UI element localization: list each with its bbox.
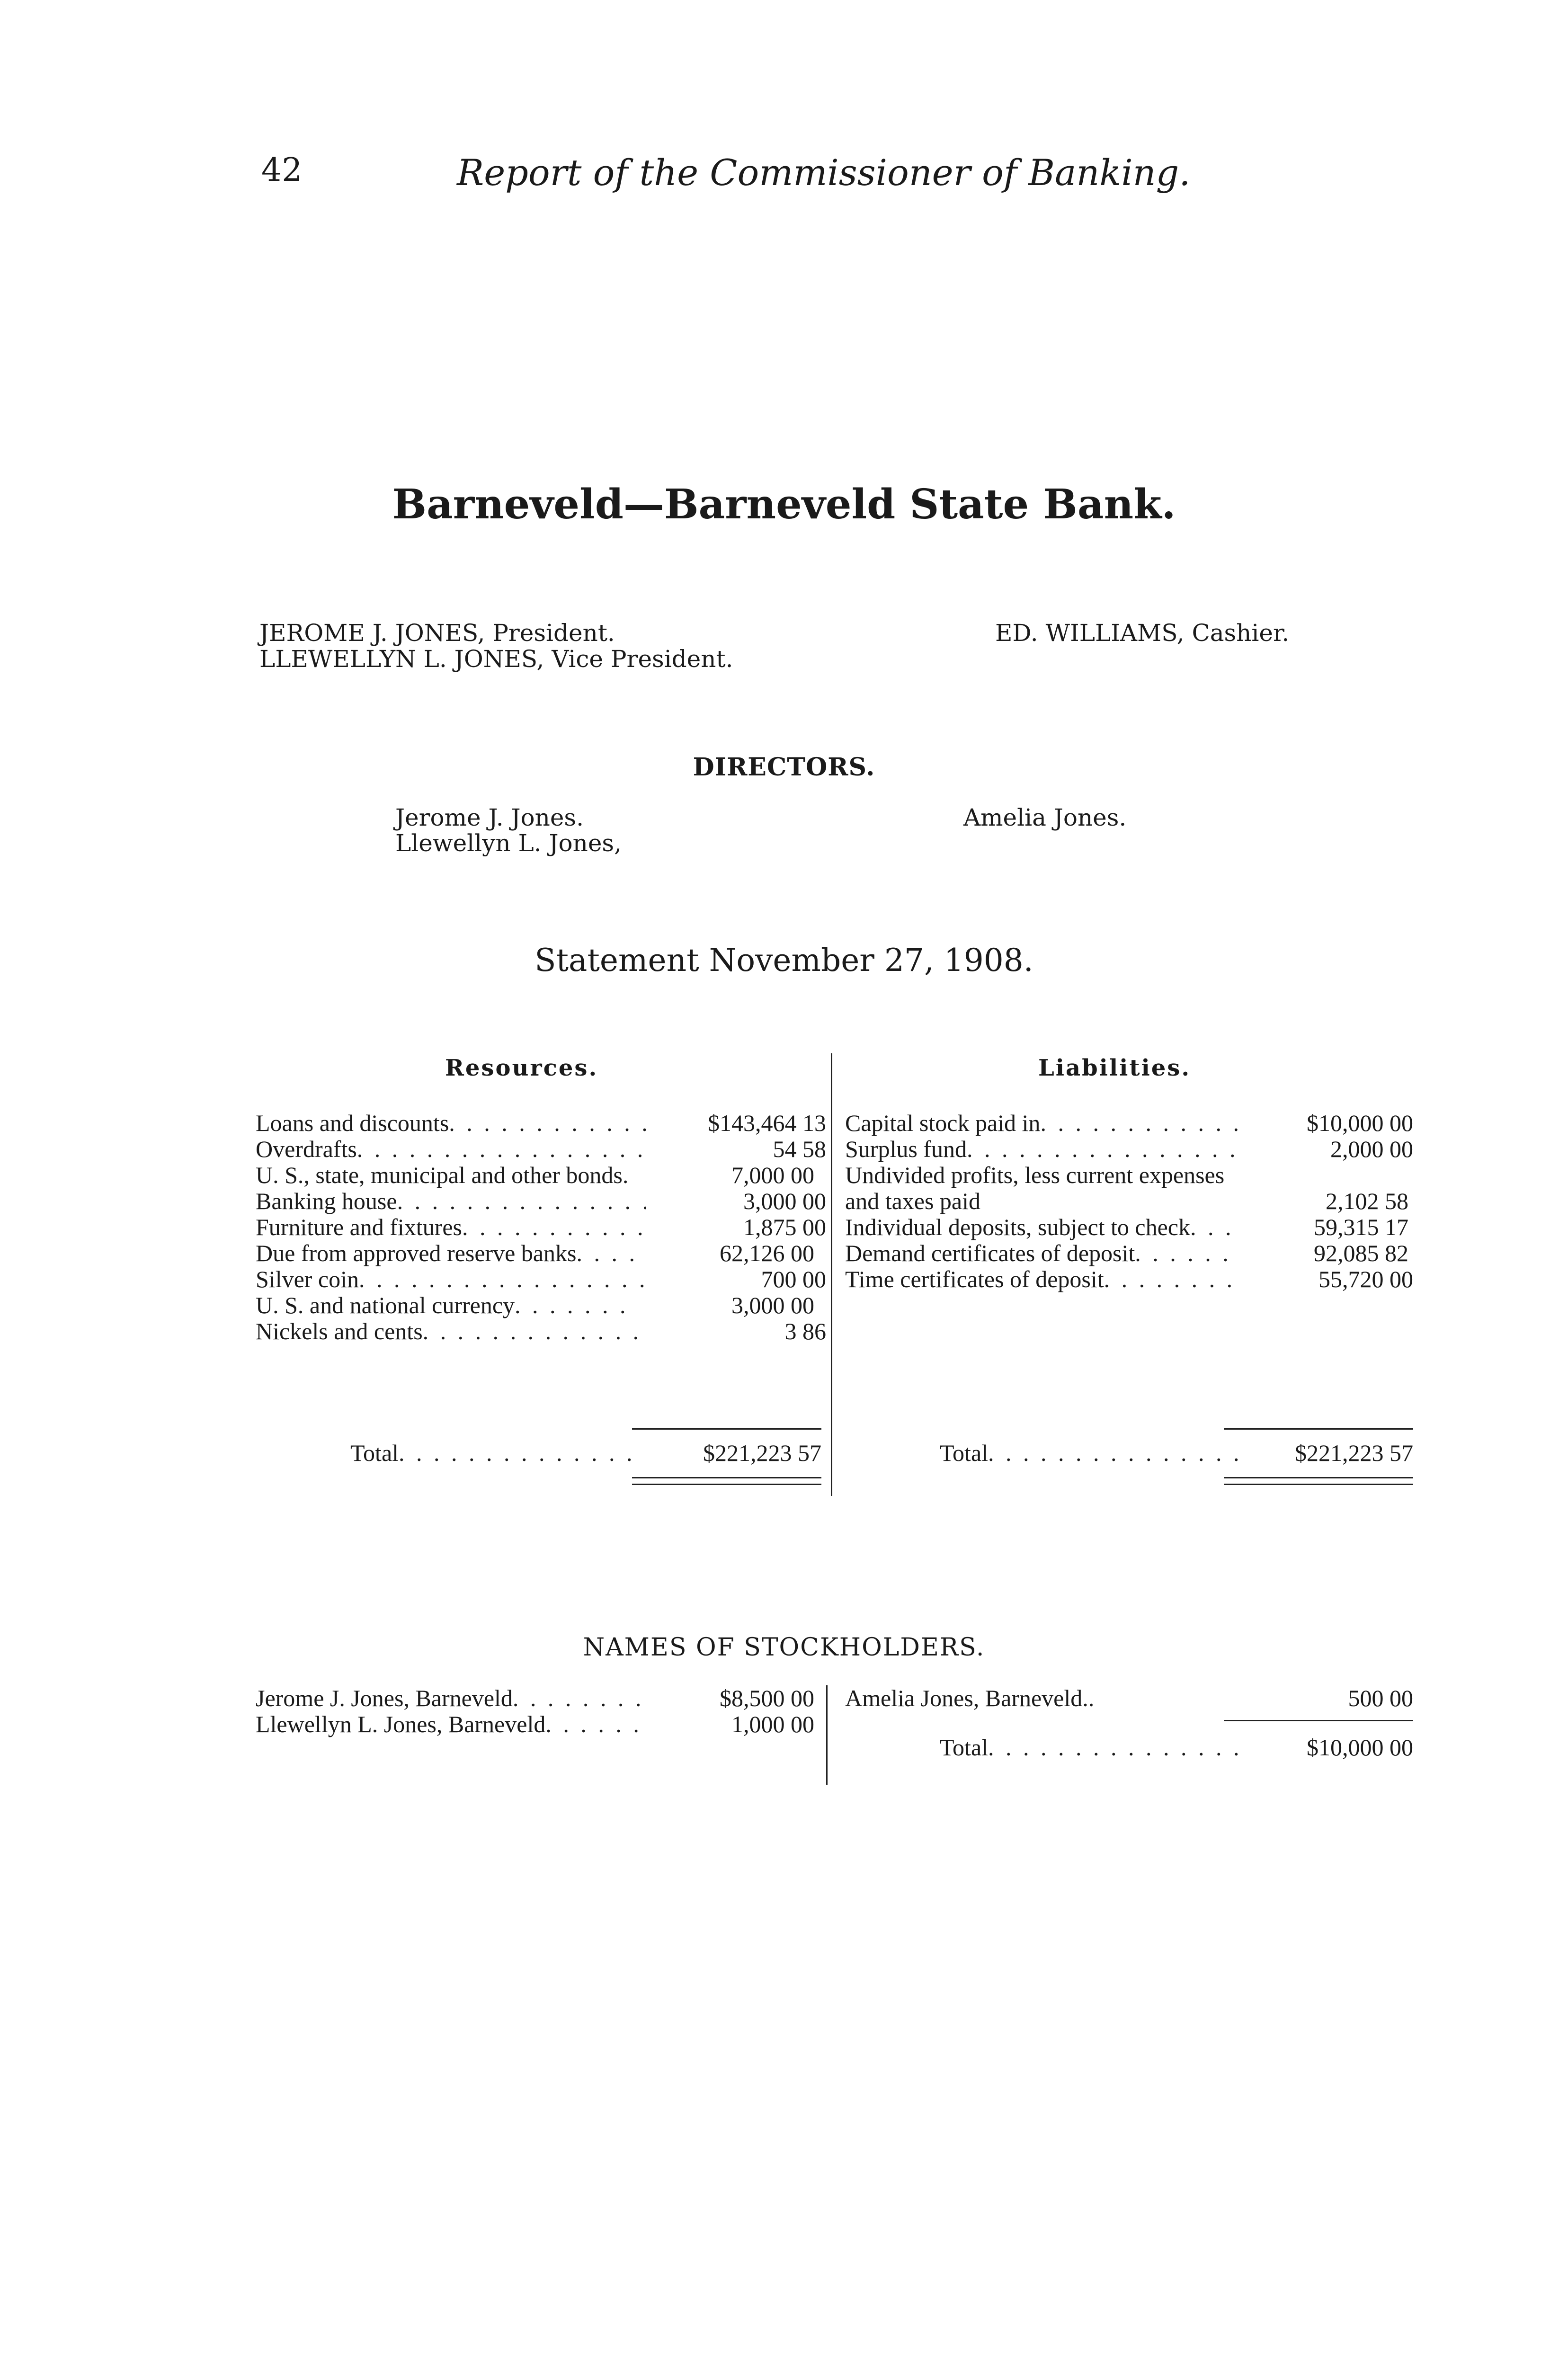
president-line: JEROME J. JONES, President. — [259, 619, 615, 647]
liability-amount: 59,315 17 — [1314, 1214, 1408, 1240]
liability-row — [845, 1162, 1413, 1214]
liability-amount: 2,000 00 — [1330, 1136, 1413, 1162]
liability-label: Individual deposits, subject to check — [845, 1214, 1191, 1240]
stockholders-total-rule — [1224, 1720, 1413, 1721]
directors-heading: DIRECTORS. — [693, 753, 875, 782]
resource-label: U. S., state, municipal and other bonds — [256, 1162, 623, 1188]
resource-label: Loans and discounts — [256, 1110, 449, 1136]
resource-amount: 3 86 — [784, 1318, 826, 1344]
stockholder-row — [845, 1685, 1413, 1711]
resource-amount: 7,000 00 — [731, 1162, 814, 1188]
stockholders-total-amount: $10,000 00 — [1307, 1734, 1413, 1761]
liabilities-total-amount: $221,223 57 — [1295, 1440, 1413, 1466]
resource-label: U. S. and national currency — [256, 1292, 515, 1318]
resource-amount: 1,875 00 — [743, 1214, 826, 1240]
resource-amount: $143,464 13 — [708, 1110, 826, 1136]
resource-label: Furniture and fixtures — [256, 1214, 463, 1240]
resources-total-amount: $221,223 57 — [703, 1440, 821, 1466]
stockholder-name: Amelia Jones, Barneveld.. — [845, 1685, 1095, 1711]
resource-amount: 62,126 00 — [720, 1240, 814, 1266]
resource-row — [256, 1292, 826, 1318]
liability-label: Demand certificates of deposit — [845, 1240, 1135, 1266]
resources-table — [256, 1110, 826, 1344]
resource-row — [256, 1318, 826, 1344]
resource-row — [256, 1266, 826, 1292]
liability-label: Time certificates of deposit — [845, 1266, 1104, 1292]
liabilities-total-rule — [1224, 1428, 1413, 1430]
statement-title: Statement November 27, 1908. — [535, 942, 1033, 979]
resource-label: Due from approved reserve banks — [256, 1240, 577, 1266]
liability-amount: 92,085 82 — [1314, 1240, 1408, 1266]
resources-heading: Resources. — [445, 1055, 598, 1081]
resource-row — [256, 1188, 826, 1214]
stockholders-divider — [826, 1685, 828, 1785]
liability-amount: $10,000 00 — [1307, 1110, 1413, 1136]
liabilities-double-rule — [1224, 1477, 1413, 1478]
liability-label: Surplus fund — [845, 1136, 967, 1162]
resources-double-rule — [632, 1477, 821, 1478]
liability-row — [845, 1266, 1413, 1292]
director-name: Llewellyn L. Jones, — [395, 829, 622, 857]
resource-amount: 3,000 00 — [743, 1188, 826, 1214]
stockholders-right — [845, 1685, 1413, 1711]
stockholder-name: Llewellyn L. Jones, Barneveld — [256, 1711, 546, 1737]
resource-label: Silver coin — [256, 1266, 359, 1292]
stockholders-total-row — [940, 1734, 1413, 1761]
stockholders-left — [256, 1685, 819, 1737]
resources-total-row — [350, 1439, 821, 1467]
resource-label: Nickels and cents — [256, 1318, 423, 1344]
liability-label: Capital stock paid in — [845, 1110, 1041, 1136]
liability-amount: 55,720 00 — [1319, 1266, 1413, 1292]
director-name: Amelia Jones. — [963, 804, 1127, 831]
stockholder-row — [256, 1711, 819, 1737]
resource-amount: 54 58 — [773, 1136, 826, 1162]
resources-double-rule — [632, 1484, 821, 1485]
stockholder-amount: $8,500 00 — [720, 1685, 814, 1711]
liabilities-total-row — [940, 1439, 1413, 1467]
director-name: Jerome J. Jones. — [395, 804, 584, 831]
resource-row — [256, 1162, 826, 1188]
resource-label: Banking house — [256, 1188, 397, 1214]
resource-row — [256, 1214, 826, 1240]
cashier-line: ED. WILLIAMS, Cashier. — [995, 619, 1290, 647]
liabilities-total-label: Total — [940, 1440, 989, 1466]
bank-title: Barneveld—Barneveld State Bank. — [392, 481, 1176, 528]
liabilities-heading: Liabilities. — [1038, 1055, 1191, 1081]
liability-row — [845, 1110, 1413, 1136]
stockholder-row — [256, 1685, 819, 1711]
resource-row — [256, 1136, 826, 1162]
vice-president-line: LLEWELLYN L. JONES, Vice President. — [259, 645, 733, 673]
stockholders-total-label: Total — [940, 1734, 989, 1761]
stockholder-name: Jerome J. Jones, Barneveld — [256, 1685, 513, 1711]
liabilities-table — [845, 1110, 1413, 1292]
liabilities-double-rule — [1224, 1484, 1413, 1485]
page-number: 42 — [261, 151, 303, 189]
resources-total-label: Total — [350, 1440, 399, 1466]
resource-row — [256, 1240, 826, 1266]
resource-row — [256, 1110, 826, 1136]
stockholders-heading: NAMES OF STOCKHOLDERS. — [583, 1633, 985, 1662]
liability-label: Undivided profits, less current expenses and taxes paid — [845, 1162, 1225, 1214]
liability-row — [845, 1240, 1413, 1266]
liability-row — [845, 1214, 1413, 1240]
liability-amount: 2,102 58 — [1326, 1188, 1408, 1214]
stockholder-amount: 500 00 — [1348, 1685, 1413, 1711]
resource-label: Overdrafts — [256, 1136, 357, 1162]
resources-total-rule — [632, 1428, 821, 1430]
stockholder-amount: 1,000 00 — [731, 1711, 814, 1737]
resource-amount: 3,000 00 — [731, 1292, 814, 1318]
running-head: Report of the Commissioner of Banking. — [457, 151, 1191, 194]
resource-amount: 700 00 — [761, 1266, 826, 1292]
column-divider — [831, 1053, 832, 1496]
liability-row — [845, 1136, 1413, 1162]
